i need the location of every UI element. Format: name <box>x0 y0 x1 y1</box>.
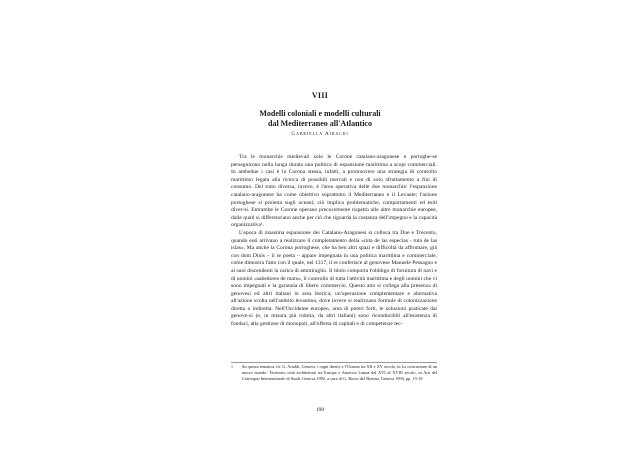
chapter-title <box>220 109 420 128</box>
paragraph-2: L'epoca di massima espansione dei Catalano-Aragonesi si colloca tra Due e Trecento, quando essi arrivano a realizzare il completamento della «ruta de las especias - ruta de las islas». Ma anche la Corona portoghese, che ha ben altri spazi e difficoltà da affrontare, già con dom Dinis – il re poeta – appare impegnata in una politica marittima e commerciale, come dimostra l'atto con il quale, nel 1317, il re conferisce al genovese Manuele Pessagno e ai suoi discendenti la carica di ammiraglio. Il titolo comporta l'obbligo di fornitura di navi e di uomini «sabedores de mars», il controllo di tutta l'attività marittima e degli uomini che vi sono impegnati e la garanzia di libero commercio. Questo atto si collega alla presenza di genovesi ed altri italiani in area iberica; un'operazione complementare e alternativa all'azione svolta nell'ambito levantino, dove invece si realizzano formule di colonizzazione diretta o indiretta. Nell'Occidente europeo, area di poteri forti, le soluzioni praticate dai genove-si (e, in misura più ridotta, da altri italiani) sono riconducibili all'esistenza di fondaci, alla gestione di monopoli, all'offerta di capitali e di competenze tec- <box>231 229 437 328</box>
paragraph-1: Tra le monarchie medievali solo le Corone catalano-aragonese e portoghe-se perseguirono nella lunga durata una politica di espansione marittima a scopi commerciali. In ambedue i casi è la Corona stessa, infatti, a promuovere una strategia di controllo marittimo legata alla ricerca di possibili mercati e non di solo sfruttamento a fini di consumo. Del tutto diversa, invece, è l'area operativa delle due monarchie: l'espansione catalano-aragonese ha come obiettivo soprattutto il Mediterraneo e il Levante; l'azione portoghese si proietta sugli oceani; ciò implica problematiche, comportamenti ed esiti diver-si. Entrambe le Corone operano precocemente rispetto alle altre monarchie europee, dalle quali si differenziano anche per ciò che riguarda la costanza dell'impegno e la capacità organizzativa¹. <box>231 154 437 229</box>
chapter-number: VIII <box>311 91 329 100</box>
page-number: 190 <box>315 407 325 413</box>
footnote-divider <box>231 362 437 363</box>
footnote-text: Su questa tematica cfr. G. Airaldi, Genova, i regni iberici e l'Oceano tra XII e XV secolo, in La costruzione di un nuovo mondo. Territorio città architettura tra Europa e America Latina dal XVI al XVIII secolo, in Atti del Convegno Internazionale di Studi, Genova 1992, a cura di G. Rosso del Brenna, Genova 1994, pp. 13-19. <box>242 364 437 381</box>
author-name-text: Gabriella Airaldi <box>291 131 349 137</box>
author-name <box>220 131 420 137</box>
body-text <box>231 154 437 329</box>
chapter-title-line-2: dal Mediterraneo all'Atlantico <box>268 118 372 128</box>
chapter-title-line-1: Modelli coloniali e modelli culturali <box>259 109 381 118</box>
footnote <box>231 364 437 382</box>
footnote-mark: 1 <box>231 364 233 369</box>
